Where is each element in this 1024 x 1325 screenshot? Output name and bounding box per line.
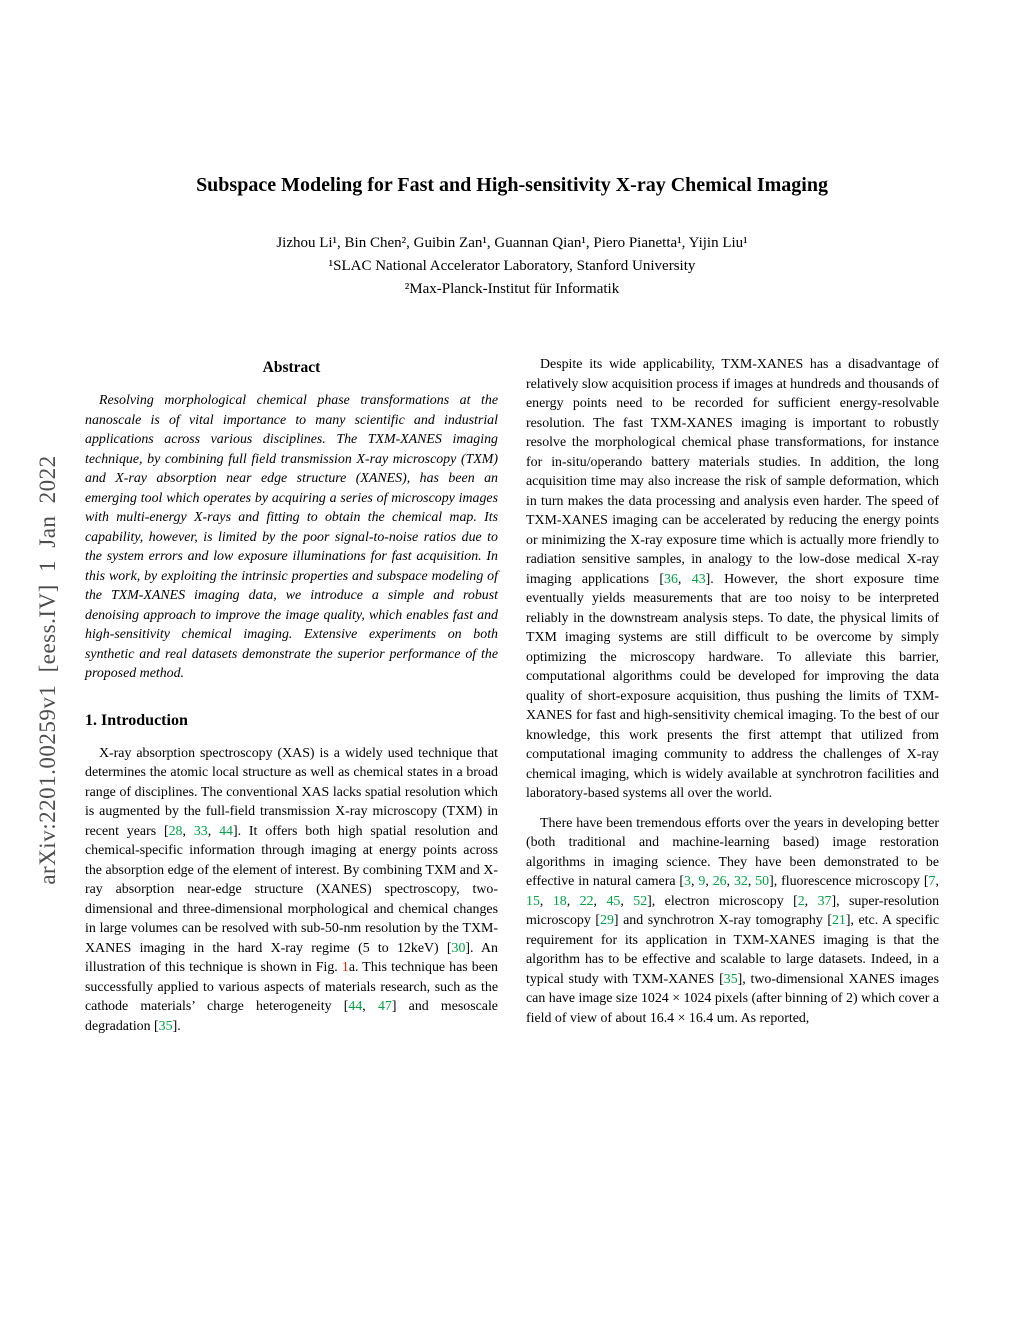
- citation-link[interactable]: 50: [755, 874, 770, 889]
- text-run: ,: [690, 874, 699, 889]
- citation-link[interactable]: 52: [633, 893, 648, 909]
- citation-link[interactable]: 35: [723, 971, 738, 987]
- citation-link[interactable]: 44: [219, 823, 233, 839]
- text-run: ], super-resolution microscopy [: [526, 893, 940, 928]
- citation-link[interactable]: 7: [928, 874, 936, 889]
- authors-block: [0, 232, 1024, 301]
- citation-link[interactable]: 2: [797, 893, 805, 909]
- citation-link[interactable]: 30: [451, 940, 466, 956]
- text-run: ,: [182, 823, 194, 839]
- text-run: ] and synchrotron X-ray tomography [: [613, 913, 832, 928]
- affiliation-1: ¹SLAC National Accelerator Laboratory, Stanford University: [328, 258, 696, 274]
- text-run: ]. An illustration of this technique is shown in Fig.: [85, 940, 498, 975]
- citation-link[interactable]: 33: [193, 823, 208, 839]
- arxiv-watermark: arXiv:2201.00259v1 [eess.IV] 1 Jan 2022: [35, 455, 60, 885]
- paper-header: [0, 0, 1024, 301]
- citation-link[interactable]: 21: [831, 913, 846, 928]
- text-run: ,: [207, 823, 220, 839]
- citation-link[interactable]: 3: [684, 874, 691, 889]
- figure-link[interactable]: 1: [341, 960, 349, 975]
- citation-link[interactable]: 37: [817, 893, 832, 909]
- text-run: ,: [677, 571, 692, 587]
- citation-link[interactable]: 35: [158, 1018, 173, 1034]
- citation-link[interactable]: 26: [712, 874, 727, 889]
- text-run: ]. However, the short exposure time eventually yields measurements that are too noisy to be interpreted reliably in the downstream analysis steps. To date, the physical limits of TXM imaging systems are still difficult to be overcome by simply optimizing the microscopy hardware. To alleviate this barrier, computational algorithms could be developed for improving the data quality of short-exposure acquisition, thus pushing the limits of TXM-XANES for fast and high-sensitivity chemical imaging. To the best of our knowledge, this work presents the first attempt that utilized from computational imaging community to address the challenges of X-ray chemical imaging, which is widely available at synchrotron facilities and laboratory-based systems all over the world.: [526, 571, 939, 801]
- right-column: [526, 355, 939, 1046]
- text-run: ,: [620, 893, 634, 909]
- text-run: ,: [566, 893, 580, 909]
- paper-title: Subspace Modeling for Fast and High-sensitivity X-ray Chemical Imaging: [196, 174, 828, 196]
- two-column-body: [85, 355, 939, 1046]
- citation-link[interactable]: 47: [377, 999, 392, 1014]
- text-run: ,: [726, 874, 734, 889]
- text-run: ], etc. A specific requirement for its application in TXM-XANES imaging is that the algorithm has to be effective and scalable to large datasets. Indeed, in a typical study with TXM-XANES [: [526, 913, 940, 987]
- text-run: Despite its wide applicability, TXM-XANES has a disadvantage of relatively slow acquisition process if images at hundreds and thousands of energy points need to be recorded for sufficient energy-resolvable resolution. The fast TXM-XANES imaging is important to robustly resolve the morphological chemical phase transformations, for instance for in-situ/operando battery materials studies. In addition, the long acquisition time may also increase the risk of sample deformation, which in turn makes the data processing and analysis even harder. The speed of TXM-XANES imaging can be accelerated by reducing the energy points or minimizing the X-ray exposure time which is actually more friendly to radiation sensitive samples, in analogy to the low-dose medical X-ray imaging applications [: [526, 357, 939, 587]
- citation-link[interactable]: 15: [526, 893, 540, 909]
- text-run: ,: [539, 893, 553, 909]
- text-run: There have been tremendous efforts over the years in developing better (both traditional and machine-learning based) image restoration algorithms in imaging science. They have been demonstrated to be effective in natural camera [: [526, 815, 939, 889]
- text-run: a. This technique has been successfully applied to various aspects of materials research, such as the cathode materials’ charge heterogeneity [: [85, 960, 498, 1014]
- text-run: ] and mesoscale degradation [: [85, 999, 498, 1034]
- body-paragraph-1: [526, 355, 939, 804]
- text-run: ], electron microscopy [: [647, 893, 798, 909]
- citation-link[interactable]: 22: [579, 893, 594, 909]
- text-run: ,: [593, 893, 607, 909]
- left-column: [85, 355, 498, 1046]
- citation-link[interactable]: 18: [552, 893, 567, 909]
- text-run: X-ray absorption spectroscopy (XAS) is a widely used technique that determines the atomic local structure as well as chemical states in a broad range of disciplines. The conventional XAS lacks spatial resolution which is augmented by the full-field transmission X-ray microscopy (TXM) in recent years [: [85, 745, 498, 839]
- text-run: ], two-dimensional XANES images can have image size 1024 × 1024 pixels (after binning of 2) which cover a field of view of about 16.4 × 16.4 um. As reported,: [526, 971, 939, 1026]
- text-run: ].: [172, 1018, 181, 1034]
- citation-link[interactable]: 43: [691, 571, 706, 587]
- citation-link[interactable]: 44: [348, 999, 363, 1014]
- citation-link[interactable]: 28: [168, 823, 183, 839]
- citation-link[interactable]: 45: [606, 893, 621, 909]
- text-run: ,: [362, 999, 378, 1014]
- text-run: ]. It offers both high spatial resolution and chemical-specific information through imaging at energy points across the absorption edge of the element of interest. By combining TXM and X-ray absorption near-edge structure (XANES) spectroscopy, two-dimensional and three-dimensional morphological and chemical changes in large volumes can be resolved with sub-50-nm resolution by the TXM-XANES imaging in the hard X-ray regime (5 to 12keV) [: [85, 823, 498, 956]
- text-run: ,: [705, 874, 713, 889]
- text-run: ,: [935, 874, 939, 889]
- citation-link[interactable]: 32: [733, 874, 748, 889]
- abstract-heading: Abstract: [262, 359, 321, 376]
- authors-line: Jizhou Li¹, Bin Chen², Guibin Zan¹, Guannan Qian¹, Piero Pianetta¹, Yijin Liu¹: [276, 235, 748, 251]
- text-run: ], fluorescence microscopy [: [769, 874, 929, 889]
- abstract-text: Resolving morphological chemical phase transformations at the nanoscale is of vital importance to many scientific and industrial applications across various disciplines. The TXM-XANES imaging technique, by combining full field transmission X-ray microscopy (TXM) and X-ray absorption near edge structure (XANES), has been an emerging tool which operates by acquiring a series of microscopy images with multi-energy X-rays and fitting to obtain the chemical map. Its capability, however, is limited by the poor signal-to-noise ratios due to the system errors and low exposure illuminations for fast acquisition. In this work, by exploiting the intrinsic properties and subspace modeling of the TXM-XANES imaging data, we introduce a simple and robust denoising approach to improve the image quality, which enables fast and high-sensitivity chemical imaging. Extensive experiments on both synthetic and real datasets demonstrate the superior performance of the proposed method.: [85, 393, 498, 681]
- section-heading-introduction: 1. Introduction: [85, 711, 188, 729]
- citation-link[interactable]: 9: [698, 874, 706, 889]
- body-paragraph-2: [526, 814, 939, 1029]
- citation-link[interactable]: 36: [664, 571, 678, 587]
- text-run: ,: [804, 893, 818, 909]
- affiliation-2: ²Max-Planck-Institut für Informatik: [404, 281, 620, 297]
- citation-link[interactable]: 29: [600, 913, 614, 928]
- intro-paragraph: [85, 744, 498, 1037]
- text-run: ,: [747, 874, 756, 889]
